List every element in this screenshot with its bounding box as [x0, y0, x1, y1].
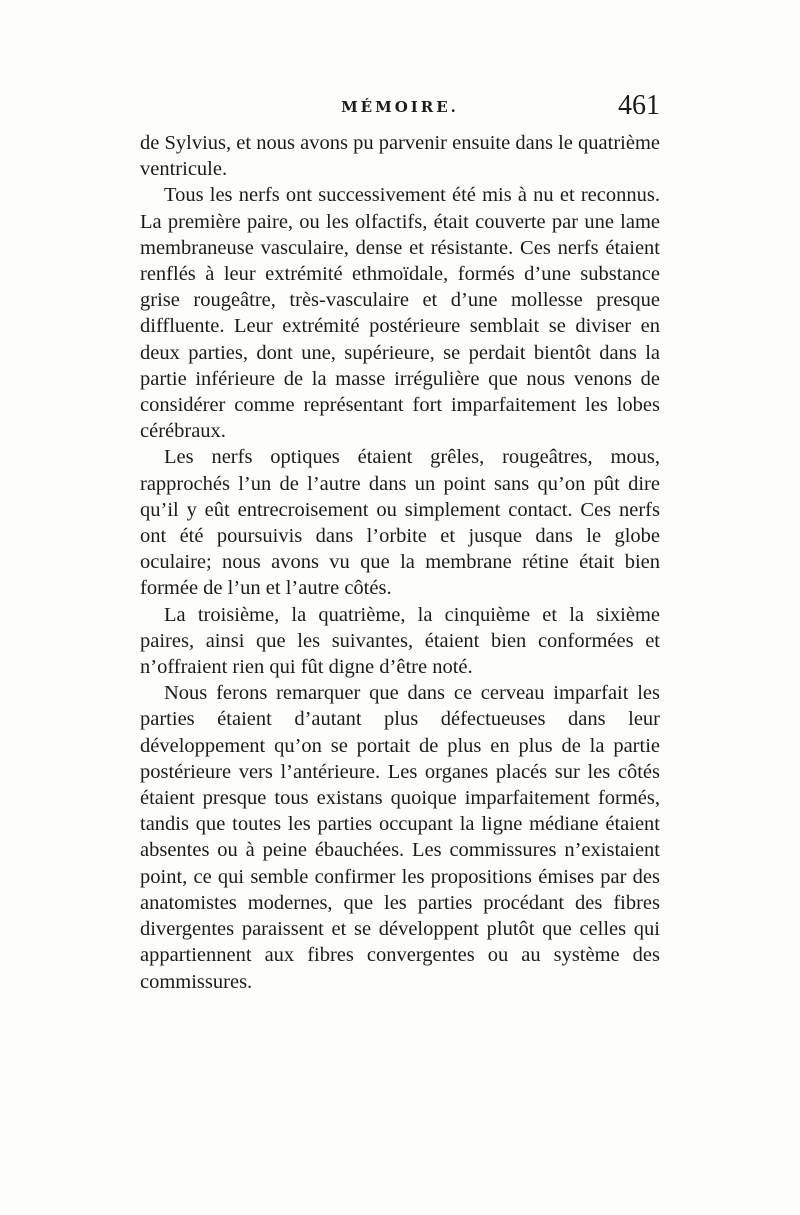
- paragraph-4: La troisième, la quatrième, la cinquième et la sixième paires, ainsi que les suivantes, étaient bien conformées et n’offraient rien qui fût digne d’être noté.: [140, 603, 660, 679]
- page-number: 461: [618, 90, 660, 121]
- paragraph-3: Les nerfs optiques étaient grêles, rougeâtres, mous, rapprochés l’un de l’autre dans un point sans qu’on pût dire qu’il y eût entrecroisement ou simplement contact. Ces nerfs ont été poursuivis dans l’orbite et jusque dans le globe oculaire; nous avons vu que la membrane rétine était bien formée de l’un et l’autre côtés.: [140, 446, 660, 600]
- paragraph-5: Nous ferons remarquer que dans ce cerveau imparfait les parties étaient d’autant plus défectueuses dans leur développement qu’on se portait de plus en plus de la partie postérieure vers l’antérieure. Les organes placés sur les côtés étaient presque tous existans quoique imparfaitement formés, tandis que toutes les parties occupant la ligne médiane étaient absentes ou à peine ébauchées. Les commissures n’existaient point, ce qui semble confirmer les propositions émises par des anatomistes modernes, que les parties procédant des fibres divergentes paraissent et se développent plutôt que celles qui appartiennent aux fibres convergentes ou au système des commissures.: [140, 682, 660, 993]
- paragraph-1: de Sylvius, et nous avons pu parvenir ensuite dans le quatrième ventricule.: [140, 132, 660, 181]
- paragraph-2: Tous les nerfs ont successivement été mis à nu et reconnus. La première paire, ou les olfactifs, était couverte par une lame membraneuse vasculaire, dense et résistante. Ces nerfs étaient renflés à leur extrémité ethmoïdale, formés d’une substance grise rougeâtre, très-vasculaire et d’une mollesse presque diffluente. Leur extrémité postérieure semblait se diviser en deux parties, dont une, supérieure, se perdait bientôt dans la partie inférieure de la masse irrégulière que nous venons de considérer comme représentant fort imparfaitement les lobes cérébraux.: [140, 184, 660, 443]
- body-text: [140, 130, 660, 995]
- running-head: [140, 90, 660, 130]
- page-content: [140, 90, 660, 995]
- running-title: MÉMOIRE.: [341, 98, 459, 116]
